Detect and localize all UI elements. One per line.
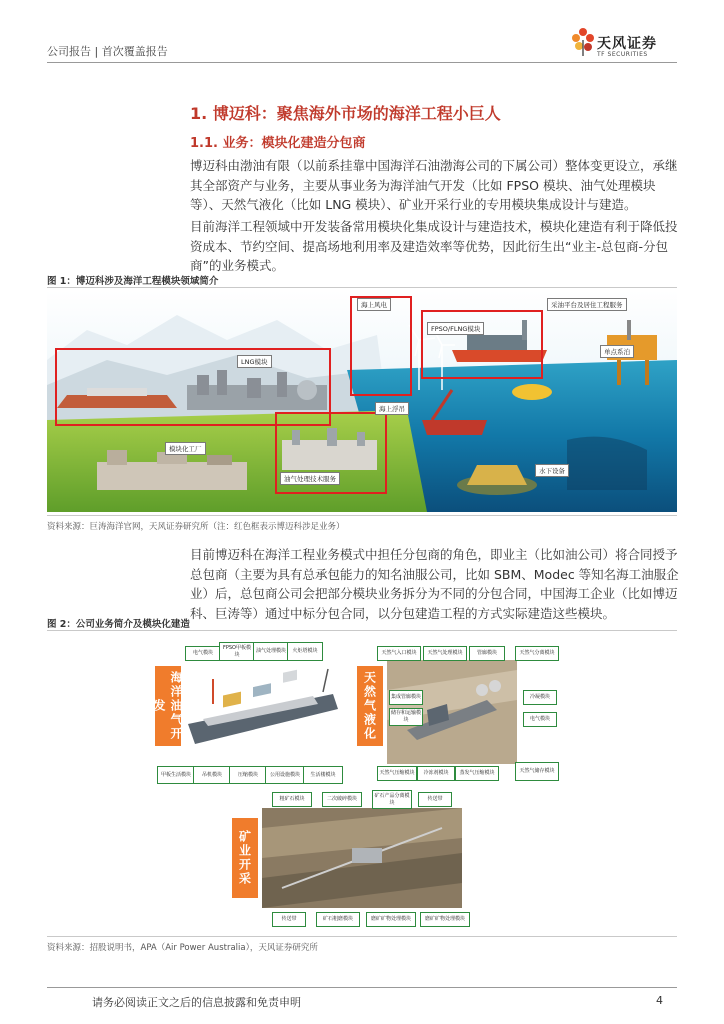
label-subsea: 水下设备 — [535, 464, 569, 477]
label-platform: 采油平台及居住工程服务 — [547, 298, 627, 311]
p2-tag-10: 蒸发气压缩模块 — [455, 766, 499, 781]
p3-tag-6: 磨矿矿物处理模块 — [366, 912, 416, 927]
subsection-heading: 1.1. 业务：模块化建造分包商 — [190, 136, 366, 151]
page-number: 4 — [656, 994, 663, 1007]
header-divider — [47, 62, 677, 63]
p2-tag-2: 管廊模块 — [469, 646, 505, 661]
p3-tag-1: 二次破碎模块 — [322, 792, 362, 807]
figure1-bottom-rule — [47, 515, 677, 516]
p1-tag-6: 压缩模块 — [229, 766, 267, 784]
panel-lng — [357, 642, 557, 780]
p2-tag-3: 天然气分离模块 — [515, 646, 559, 661]
p2-tag-11: 天然气储存模块 — [515, 762, 559, 781]
paragraph-2: 目前海洋工程领域中开发装备常用模块化集成设计与建造技术，模块化建造有利于降低投资成本、节约空间、提高场地利用率及建造效率等优势，因此衍生出“业主-总包商-分包商”的业务模式。 — [190, 219, 678, 273]
label-modular-plant: 模块化工厂 — [165, 442, 206, 455]
paragraph-3: 目前博迈科在海洋工程业务模式中担任分包商的角色，即业主（比如油公司）将合同授予总包商（主要为具有总承包能力的知名油服公司，比如 SBM、Modec 等知名海工油服企业）后，总包商公司会把部分模块业务拆分为不同的分包合同，中国海工企业（比如博迈科、巨涛等）通过中标分包合同，以分包建造工程的方式实际建造这些模块。 — [190, 547, 679, 621]
p2-tag-7: 电气模块 — [523, 712, 557, 727]
p2-tag-5: 储存和运输模块 — [389, 708, 423, 726]
p1-tag-0: 电气模块 — [185, 646, 221, 661]
label-spm: 单点系泊 — [600, 345, 634, 358]
p2-tag-4: 集成管廊模块 — [389, 690, 423, 705]
p3-tag-4: 传送带 — [272, 912, 306, 927]
p2-tag-0: 天然气入口模块 — [377, 646, 421, 661]
panel-offshore-title: 海洋油气开发 — [155, 666, 181, 746]
p3-tag-0: 粗矿石模块 — [272, 792, 312, 807]
p2-tag-6: 冷凝模块 — [523, 690, 557, 705]
figure1-source: 资料来源：巨涛海洋官网，天风证券研究所（注：红色框表示博迈科涉足业务） — [47, 522, 345, 532]
mine-illustration — [262, 808, 462, 908]
p2-tag-1: 天然气处理模块 — [423, 646, 467, 661]
label-lng: LNG模块 — [237, 355, 272, 368]
label-oil-gas: 油气处理技术服务 — [280, 472, 340, 485]
logo-name: 天风证券 — [597, 36, 657, 52]
p1-tag-2: 油气处理模块 — [253, 642, 289, 661]
header-breadcrumb: 公司报告 | 首次覆盖报告 — [47, 45, 168, 58]
logo-icon — [570, 26, 596, 58]
figure1-caption: 图 1：博迈科涉及海洋工程模块领域简介 — [47, 276, 219, 287]
fpso-illustration — [183, 664, 341, 760]
figure1-top-rule — [47, 287, 677, 288]
p1-tag-1: FPSO甲板模块 — [219, 642, 255, 661]
p1-tag-5: 吊机模块 — [193, 766, 231, 784]
p1-tag-4: 甲板生活模块 — [157, 766, 195, 784]
p3-tag-5: 矿石粗磨模块 — [316, 912, 360, 927]
panel-offshore — [152, 642, 341, 780]
section-heading: 1. 博迈科：聚焦海外市场的海洋工程小巨人 — [190, 104, 501, 123]
panel-lng-title: 天然气液化 — [357, 666, 383, 746]
wind-red-box — [350, 296, 412, 396]
label-floating-crane: 海上浮吊 — [375, 402, 409, 415]
p3-tag-3: 传送带 — [418, 792, 452, 807]
fpso-red-box — [421, 310, 543, 379]
p3-tag-2: 矿石产品分离模块 — [372, 790, 412, 809]
label-fpso: FPSO/FLNG模块 — [427, 322, 484, 335]
figure1-image — [47, 290, 677, 512]
p1-tag-3: 火炬塔模块 — [287, 642, 323, 661]
figure2-source: 资料来源：招股说明书，APA（Air Power Australia），天风证券研究所 — [47, 943, 318, 953]
figure2-top-rule — [47, 630, 677, 631]
p1-tag-7: 公用设施模块 — [265, 766, 305, 784]
p2-tag-9: 冷冻剂模块 — [417, 766, 455, 781]
p3-tag-7: 磨矿矿物处理模块 — [420, 912, 470, 927]
footer-disclaimer: 请务必阅读正文之后的信息披露和免责申明 — [92, 996, 301, 1009]
logo-en: TF SECURITIES — [597, 51, 648, 58]
panel-mining — [232, 790, 472, 926]
figure2-bottom-rule — [47, 936, 677, 937]
paragraph-1: 博迈科由渤油有限（以前系挂靠中国海洋石油渤海公司的下属公司）整体变更设立，承继其全部资产与业务，主要从事业务为海洋油气开发（比如 FPSO 模块、油气处理模块等）、天然气液化（比如 LNG 模块）、矿业开采行业的专用模块集成设计与建造。 — [190, 158, 678, 212]
figure2-caption: 图 2：公司业务简介及模块化建造 — [47, 619, 190, 630]
footer-divider — [47, 987, 677, 988]
label-wind: 海上风电 — [357, 298, 391, 311]
panel-mining-title: 矿业开采 — [232, 818, 258, 898]
p1-tag-8: 生活楼模块 — [303, 766, 343, 784]
p2-tag-8: 天然气压缩模块 — [377, 766, 417, 781]
